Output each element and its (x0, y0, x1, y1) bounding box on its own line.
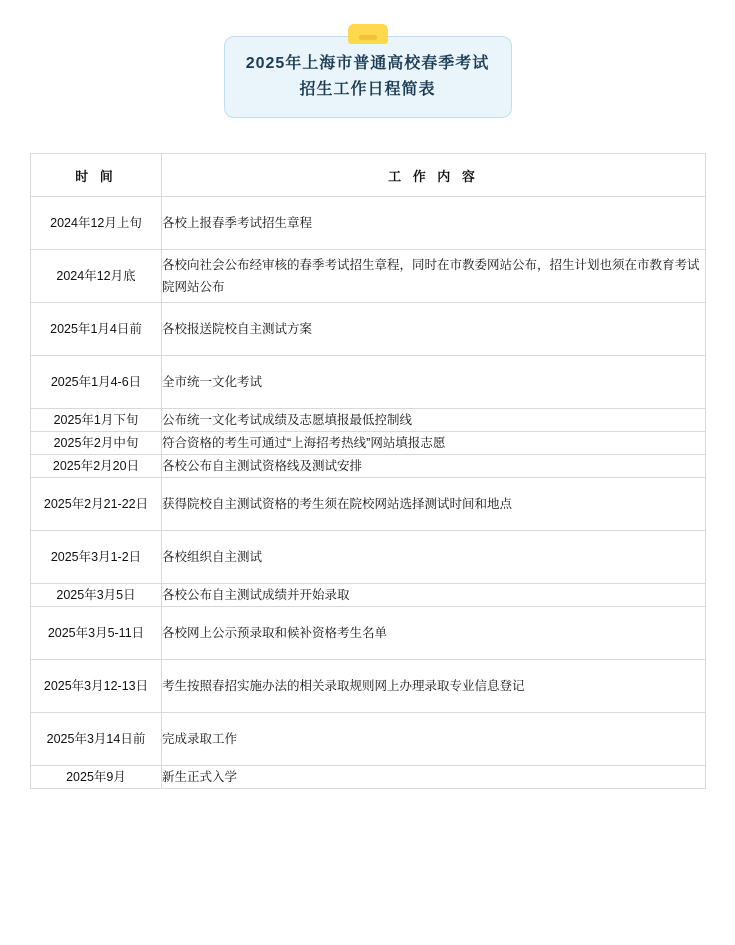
cell-time: 2025年2月20日 (31, 455, 162, 478)
paper-clip-icon (348, 24, 388, 44)
cell-content: 考生按照春招实施办法的相关录取规则网上办理录取专业信息登记 (162, 660, 706, 713)
table-row (31, 584, 706, 607)
table-row (31, 766, 706, 789)
cell-time: 2025年3月5日 (31, 584, 162, 607)
banner-title-line-2: 招生工作日程简表 (299, 81, 436, 98)
table-row (31, 409, 706, 432)
column-header-content: 工 作 内 容 (162, 154, 706, 197)
cell-content: 公布统一文化考试成绩及志愿填报最低控制线 (162, 409, 706, 432)
banner-title-line-1: 2025年上海市普通高校春季考试 (245, 55, 490, 72)
table-row (31, 607, 706, 660)
cell-time: 2024年12月底 (31, 250, 162, 303)
cell-time: 2025年1月4-6日 (31, 356, 162, 409)
table-row (31, 455, 706, 478)
cell-time: 2025年3月5-11日 (31, 607, 162, 660)
cell-time: 2025年2月中旬 (31, 432, 162, 455)
table-row (31, 303, 706, 356)
table-row (31, 478, 706, 531)
cell-content: 各校上报春季考试招生章程 (162, 197, 706, 250)
table-row (31, 660, 706, 713)
table-row (31, 356, 706, 409)
table-header-row (31, 154, 706, 197)
table-row (31, 531, 706, 584)
table-row (31, 250, 706, 303)
cell-content: 各校向社会公布经审核的春季考试招生章程，同时在市教委网站公布，招生计划也须在市教育考试院网站公布 (162, 250, 706, 303)
table-row (31, 432, 706, 455)
title-banner (224, 36, 512, 118)
cell-time: 2025年9月 (31, 766, 162, 789)
cell-content: 各校报送院校自主测试方案 (162, 303, 706, 356)
schedule-table (30, 153, 706, 789)
cell-time: 2025年3月1-2日 (31, 531, 162, 584)
cell-time: 2024年12月上旬 (31, 197, 162, 250)
table-row (31, 713, 706, 766)
cell-content: 完成录取工作 (162, 713, 706, 766)
cell-time: 2025年1月4日前 (31, 303, 162, 356)
cell-time: 2025年3月12-13日 (31, 660, 162, 713)
cell-content: 获得院校自主测试资格的考生须在院校网站选择测试时间和地点 (162, 478, 706, 531)
cell-time: 2025年3月14日前 (31, 713, 162, 766)
cell-content: 符合资格的考生可通过“上海招考热线”网站填报志愿 (162, 432, 706, 455)
title-banner-area (0, 0, 735, 118)
cell-content: 各校公布自主测试成绩并开始录取 (162, 584, 706, 607)
table-row (31, 197, 706, 250)
cell-content: 新生正式入学 (162, 766, 706, 789)
cell-content: 各校网上公示预录取和候补资格考生名单 (162, 607, 706, 660)
cell-content: 各校公布自主测试资格线及测试安排 (162, 455, 706, 478)
cell-content: 全市统一文化考试 (162, 356, 706, 409)
schedule-table-body (31, 197, 706, 789)
cell-content: 各校组织自主测试 (162, 531, 706, 584)
column-header-time: 时 间 (31, 154, 162, 197)
schedule-table-wrapper (30, 153, 705, 789)
cell-time: 2025年2月21-22日 (31, 478, 162, 531)
cell-time: 2025年1月下旬 (31, 409, 162, 432)
